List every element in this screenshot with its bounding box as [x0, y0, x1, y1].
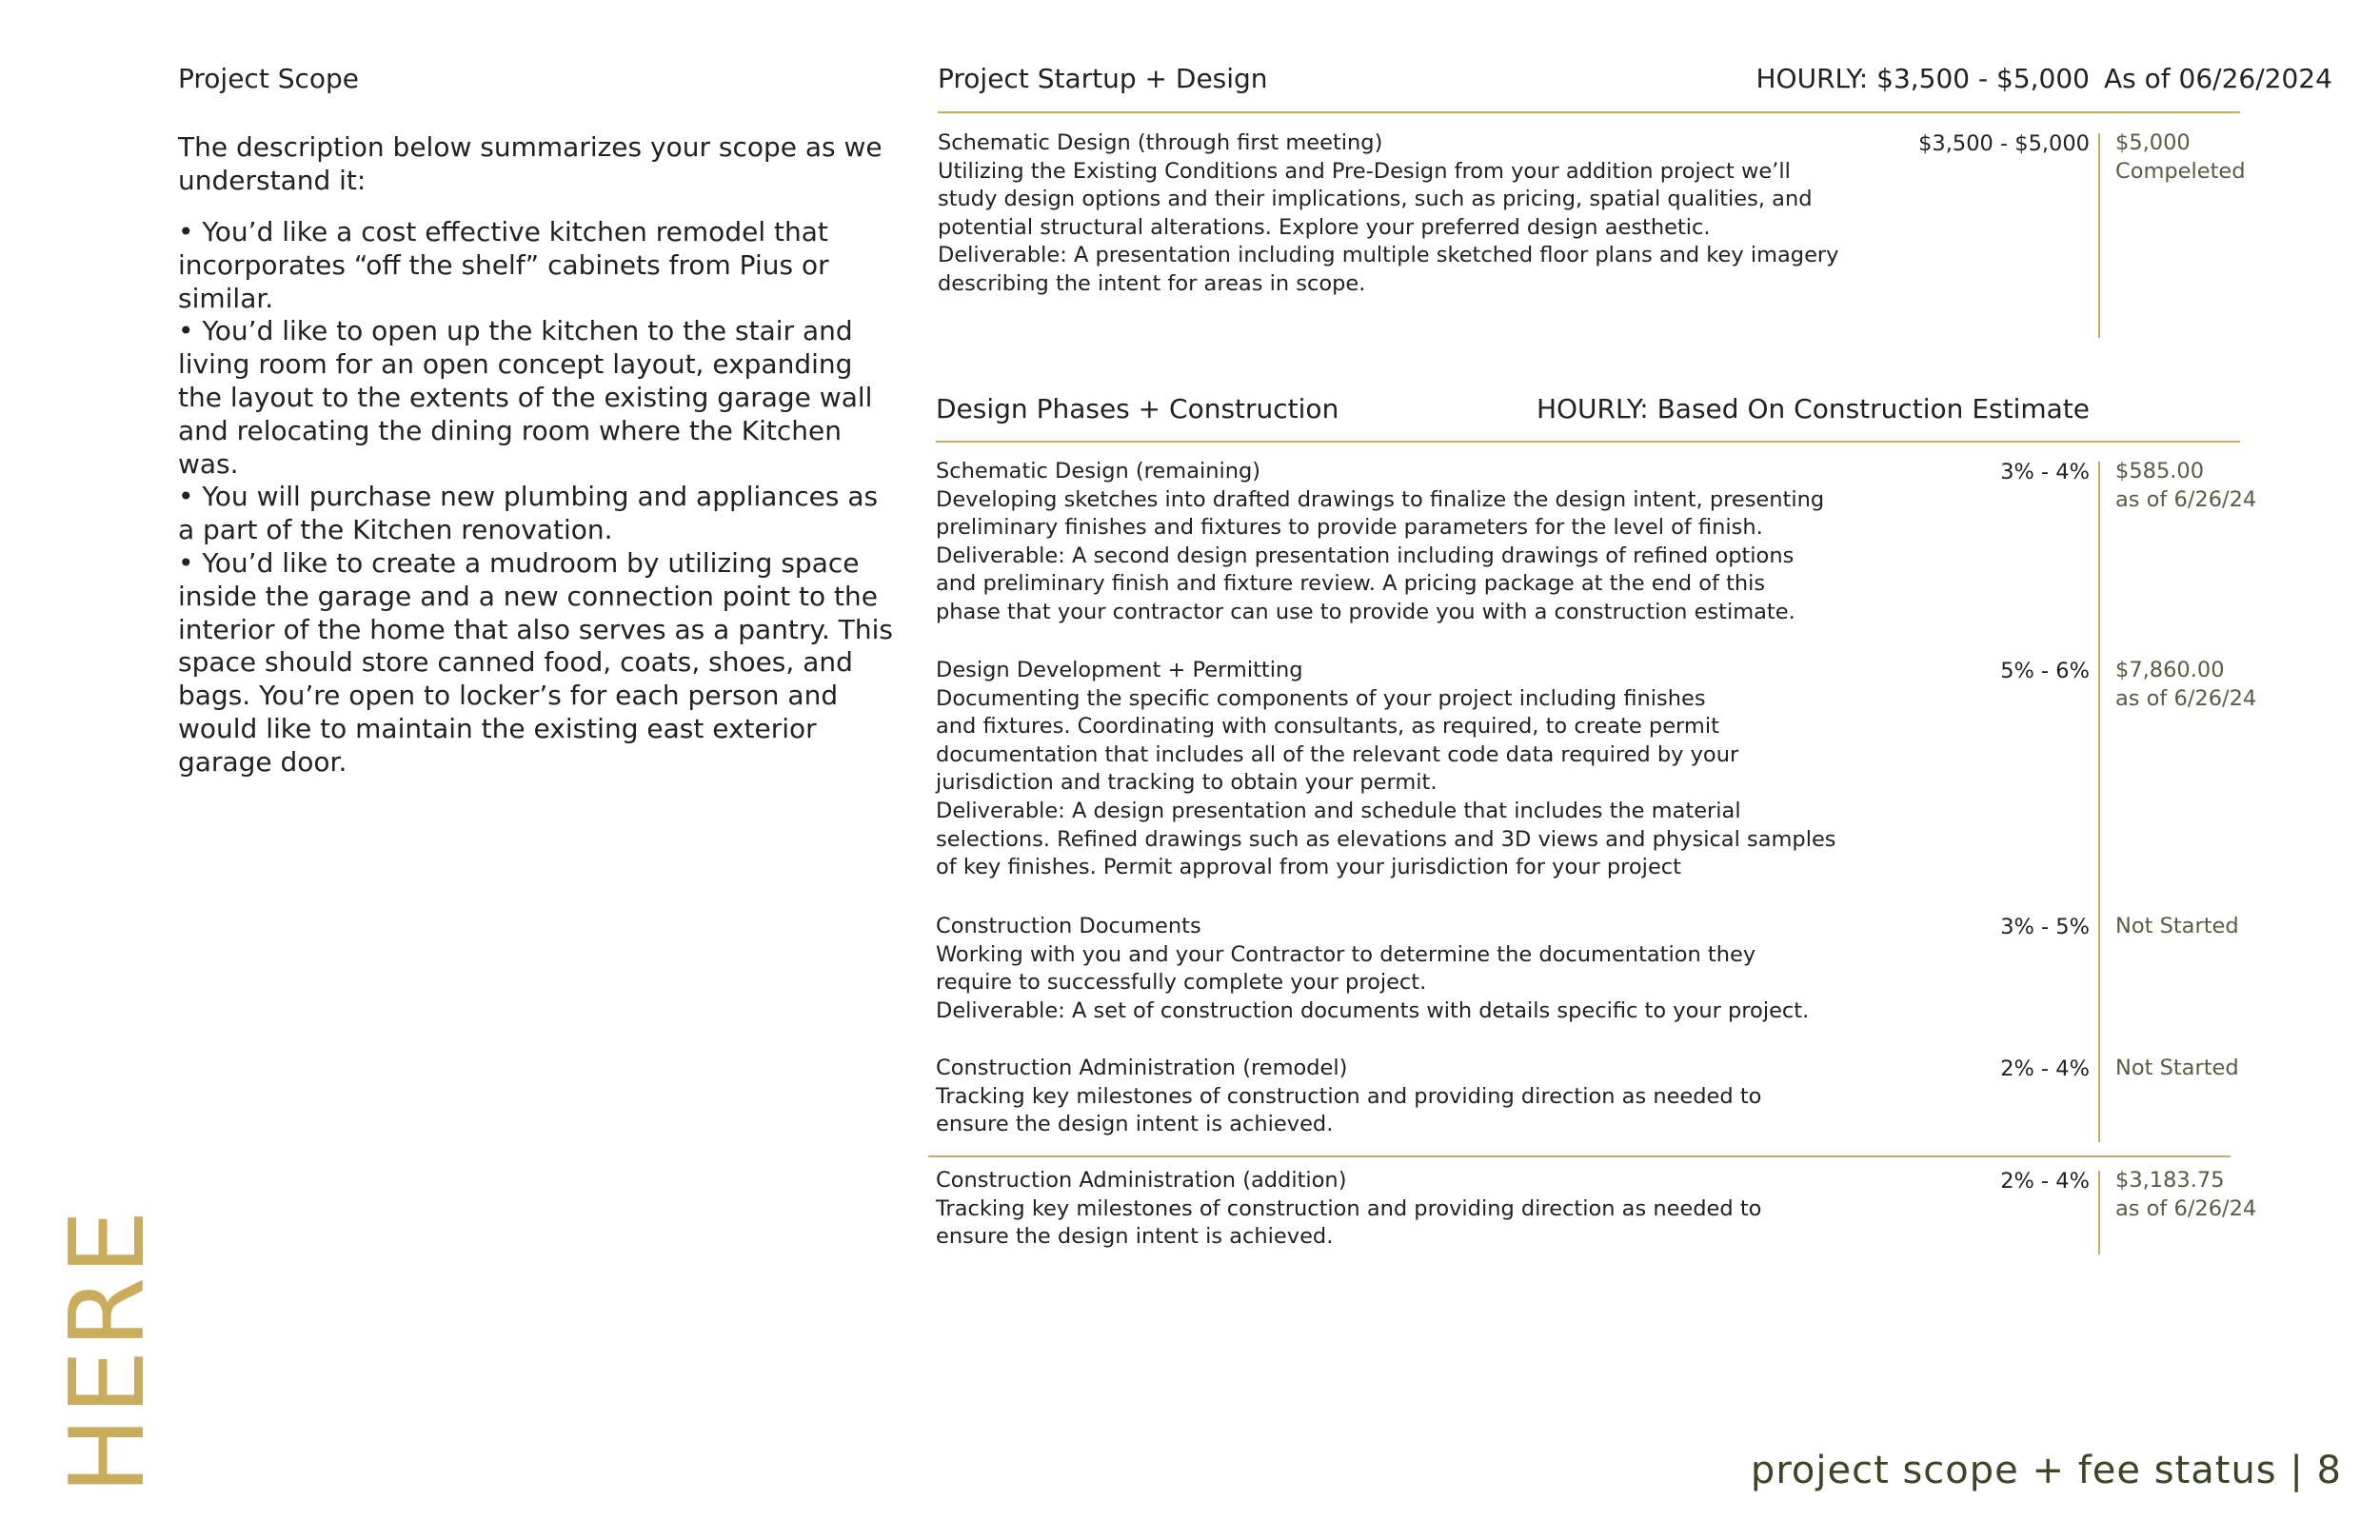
- status-divider: [2098, 133, 2100, 338]
- phase-status: [2115, 657, 2256, 713]
- scope-bullet-list: [178, 216, 897, 780]
- phase-status: [2115, 129, 2246, 186]
- startup-as-of-date: As of 06/26/2024: [2104, 63, 2332, 94]
- phase-title: Construction Administration (remodel): [936, 1056, 1348, 1080]
- startup-section-title: Project Startup + Design: [938, 63, 1268, 94]
- status-note: as of 6/26/24: [2115, 685, 2257, 711]
- status-divider: [2098, 462, 2100, 1142]
- phase-status: [2115, 1055, 2239, 1083]
- phase-construction-admin-remodel: [936, 1055, 1888, 1139]
- status-amount: $585.00: [2115, 459, 2205, 484]
- phase-fee-range: 3% - 5%: [2000, 915, 2090, 939]
- design-section-title: Design Phases + Construction: [936, 393, 1339, 424]
- phase-status: [2115, 913, 2239, 941]
- status-amount: $5,000: [2115, 130, 2191, 155]
- phase-title: Construction Administration (addition): [936, 1168, 1347, 1193]
- scope-bullet: • You’d like to create a mudroom by utilizing space inside the garage and a new connection point to the interior of the home that also serves as a pantry. This space should store canned food, coats, shoes, and bags. You’re open to locker’s for each person and would like to maintain the existing east exterior garage door.: [178, 546, 893, 778]
- phase-title: Construction Documents: [936, 914, 1201, 938]
- phase-fee-range: 2% - 4%: [2000, 1169, 2090, 1194]
- startup-hourly-rate: HOURLY: $3,500 - $5,000: [1755, 63, 2090, 94]
- page-footer: project scope + fee status | 8: [1750, 1449, 2342, 1492]
- phase-title: Schematic Design (through first meeting): [938, 130, 1383, 155]
- phase-fee-range: 2% - 4%: [2000, 1056, 2090, 1081]
- status-amount: Not Started: [2115, 914, 2239, 938]
- status-note: as of 6/26/24: [2115, 1195, 2257, 1221]
- status-note: as of 6/26/24: [2115, 486, 2257, 512]
- phase-description: Developing sketches into drafted drawings to finalize the design intent, presenting preliminary finishes and fixtures to provide parameters for the level of finish. Deliverable: A second design presentation including drawings of refined options and preliminary finish and fixture review. A pricing package at the end of this phase that your contractor can use to provide you with a construction estimate.: [936, 486, 1825, 624]
- phase-description: Working with you and your Contractor to determine the documentation they require to successfully complete your project. Deliverable: A set of construction documents with details specific to your project.: [936, 941, 1810, 1023]
- phase-fee-range: 3% - 4%: [2000, 460, 2090, 484]
- addition-rule: [928, 1155, 2231, 1157]
- design-hourly-rate: HOURLY: Based On Construction Estimate: [1536, 393, 2090, 424]
- phase-description: Documenting the specific components of your project including finishes and fixtures. Coordinating with consultants, as required, to create permit documentation that includes all of the relevant code data required by your jurisdiction and tracking to obtain your permit. Deliverable: A design presentation and schedule that includes the material selections. Refined drawings such as elevations and 3D views and physical samples of key finishes. Permit approval from your jurisdiction for your project: [936, 685, 1836, 880]
- phase-status: [2115, 1167, 2256, 1223]
- phase-fee-range: 5% - 6%: [2000, 659, 2090, 683]
- project-scope-heading: Project Scope: [178, 63, 359, 94]
- status-amount: $3,183.75: [2115, 1168, 2225, 1193]
- phase-title: Schematic Design (remaining): [936, 459, 1261, 484]
- design-rule: [936, 441, 2240, 443]
- phase-description: Utilizing the Existing Conditions and Pre-Design from your addition project we’ll study design options and their implications, such as pricing, spatial qualities, and potential structural alterations. Explore your preferred design aesthetic. Deliverable: A presentation including multiple sketched floor plans and key imagery describing the intent for areas in scope.: [938, 158, 1839, 296]
- phase-design-development: [936, 657, 1888, 882]
- phase-description: Tracking key milestones of construction and providing direction as needed to ensure the design intent is achieved.: [936, 1195, 1762, 1250]
- status-amount: Not Started: [2115, 1056, 2239, 1080]
- scope-intro: The description below summarizes your scope as we understand it:: [178, 131, 883, 196]
- phase-construction-admin-addition: [936, 1167, 1888, 1252]
- phase-status: [2115, 458, 2256, 514]
- phase-construction-documents: [936, 913, 1888, 1025]
- phase-schematic-design-remaining: [936, 458, 1888, 627]
- scope-bullet: • You’d like to open up the kitchen to the stair and living room for an open concept layout, expanding the layout to the extents of the existing garage wall and relocating the dining room where the Kitchen was.: [178, 315, 873, 480]
- status-note: Compeleted: [2115, 158, 2246, 184]
- phase-schematic-design-initial: [938, 129, 1890, 299]
- status-amount: $7,860.00: [2115, 658, 2225, 682]
- phase-fee-range: $3,500 - $5,000: [1918, 131, 2090, 156]
- scope-bullet: • You will purchase new plumbing and appliances as a part of the Kitchen renovation.: [178, 481, 879, 546]
- phase-description: Tracking key milestones of construction and providing direction as needed to ensure the design intent is achieved.: [936, 1083, 1762, 1137]
- status-divider: [2098, 1171, 2100, 1254]
- here-watermark: HERE: [49, 1208, 168, 1494]
- scope-bullet: • You’d like a cost effective kitchen remodel that incorporates “off the shelf” cabinets from Pius or similar.: [178, 216, 829, 314]
- startup-rule: [938, 111, 2240, 113]
- phase-title: Design Development + Permitting: [936, 658, 1303, 682]
